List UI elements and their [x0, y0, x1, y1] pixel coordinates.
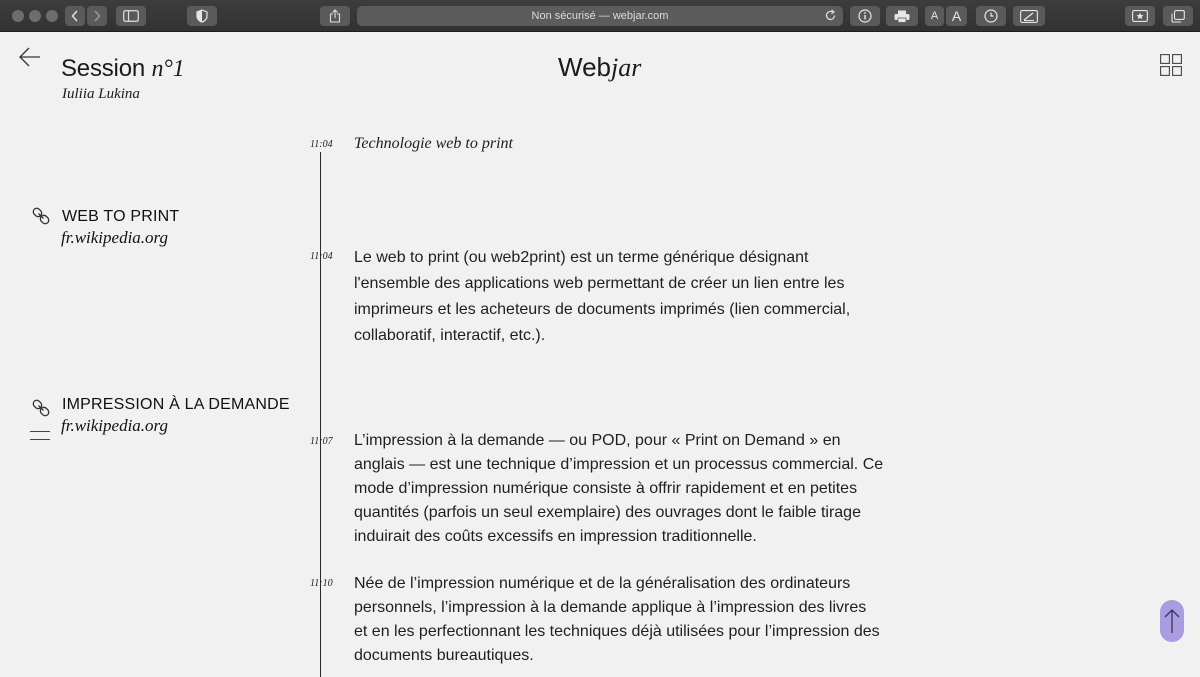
- browser-toolbar: [0, 0, 1200, 32]
- address-text: Non sécurisé — webjar.com: [531, 10, 669, 22]
- share-button[interactable]: [320, 6, 350, 26]
- scroll-to-top-button[interactable]: [1160, 600, 1184, 642]
- entry-text: Née de l’impression numérique et de la généralisation des ordinateurs personnels, l’impression à la demande applique à l’impression des livres et en les perfectionnant les techniques déjà utilisées pour l’impression des documents bureautiques.: [354, 575, 880, 664]
- entry-text: Le web to print (ou web2print) est un terme générique désignant l'ensemble des applications web permettant de créer un lien entre les imprimeurs et les acheteurs de documents imprimés (lien commercial, collaboratif, interactif, etc.).: [354, 249, 851, 344]
- link-icon: [32, 206, 50, 226]
- brand-logo[interactable]: [558, 52, 641, 83]
- annotate-button[interactable]: [1013, 6, 1045, 26]
- share-icon: [329, 9, 341, 23]
- sidebar-toggle-button[interactable]: [116, 6, 146, 26]
- source-domain[interactable]: fr.wikipedia.org: [61, 416, 169, 435]
- session-author: Iuliia Lukina: [62, 86, 140, 102]
- back-button[interactable]: [65, 6, 85, 26]
- reload-icon[interactable]: [824, 9, 837, 22]
- text-larger-button[interactable]: [946, 6, 967, 26]
- forward-button[interactable]: [87, 6, 107, 26]
- bookmark-star-icon: [1132, 10, 1148, 22]
- tabs-overview-button[interactable]: [1163, 6, 1193, 26]
- clock-icon: [984, 9, 998, 23]
- grid-view-icon[interactable]: [1160, 54, 1182, 76]
- timeline-line: [320, 152, 321, 677]
- entry-time: 11:04: [310, 251, 333, 262]
- text-smaller-label: A: [930, 10, 939, 22]
- pen-icon: [1020, 10, 1038, 23]
- active-source-marker: [30, 431, 50, 447]
- chevron-left-icon: [71, 10, 79, 22]
- text-larger-label: A: [951, 8, 962, 24]
- info-icon: [858, 9, 872, 23]
- history-button[interactable]: [976, 6, 1006, 26]
- session-label: Session: [61, 55, 145, 82]
- zoom-window-button[interactable]: [46, 10, 58, 22]
- sidebar-icon: [123, 10, 139, 22]
- text-smaller-button[interactable]: [925, 6, 944, 26]
- minimize-window-button[interactable]: [29, 10, 41, 22]
- entry-time: 11:04: [310, 139, 333, 150]
- link-icon: [32, 398, 50, 418]
- back-arrow-icon[interactable]: [18, 46, 42, 68]
- source-domain[interactable]: fr.wikipedia.org: [61, 228, 169, 247]
- arrow-up-icon: [1164, 608, 1180, 634]
- brand-regular: Web: [558, 52, 611, 82]
- entry-heading: Technologie web to print: [354, 135, 513, 152]
- address-bar[interactable]: [357, 6, 843, 26]
- entry-text: L’impression à la demande — ou POD, pour « Print on Demand » en anglais — est une technique d’impression et un processus commercial. Ce mode d’impression numérique consiste à offrir rapidement et en petites quantités (parfois un seul exemplaire) des ouvrages dont le faible tirage induirait des coûts excessifs en impression traditionnelle.: [354, 432, 884, 545]
- source-title[interactable]: WEB TO PRINT: [62, 208, 180, 225]
- source-title[interactable]: IMPRESSION À LA DEMANDE: [62, 396, 290, 413]
- brand-italic: jar: [611, 53, 642, 82]
- privacy-shield-button[interactable]: [187, 6, 217, 26]
- tabs-icon: [1171, 10, 1185, 23]
- shield-icon: [196, 9, 208, 23]
- reader-info-button[interactable]: [850, 6, 880, 26]
- entry-time: 11:10: [310, 578, 333, 589]
- session-title: [61, 55, 184, 83]
- bookmarks-button[interactable]: [1125, 6, 1155, 26]
- print-button[interactable]: [886, 6, 918, 26]
- entry-time: 11:07: [310, 436, 333, 447]
- printer-icon: [894, 10, 910, 23]
- chevron-right-icon: [93, 10, 101, 22]
- session-number: n°1: [151, 56, 185, 82]
- close-window-button[interactable]: [12, 10, 24, 22]
